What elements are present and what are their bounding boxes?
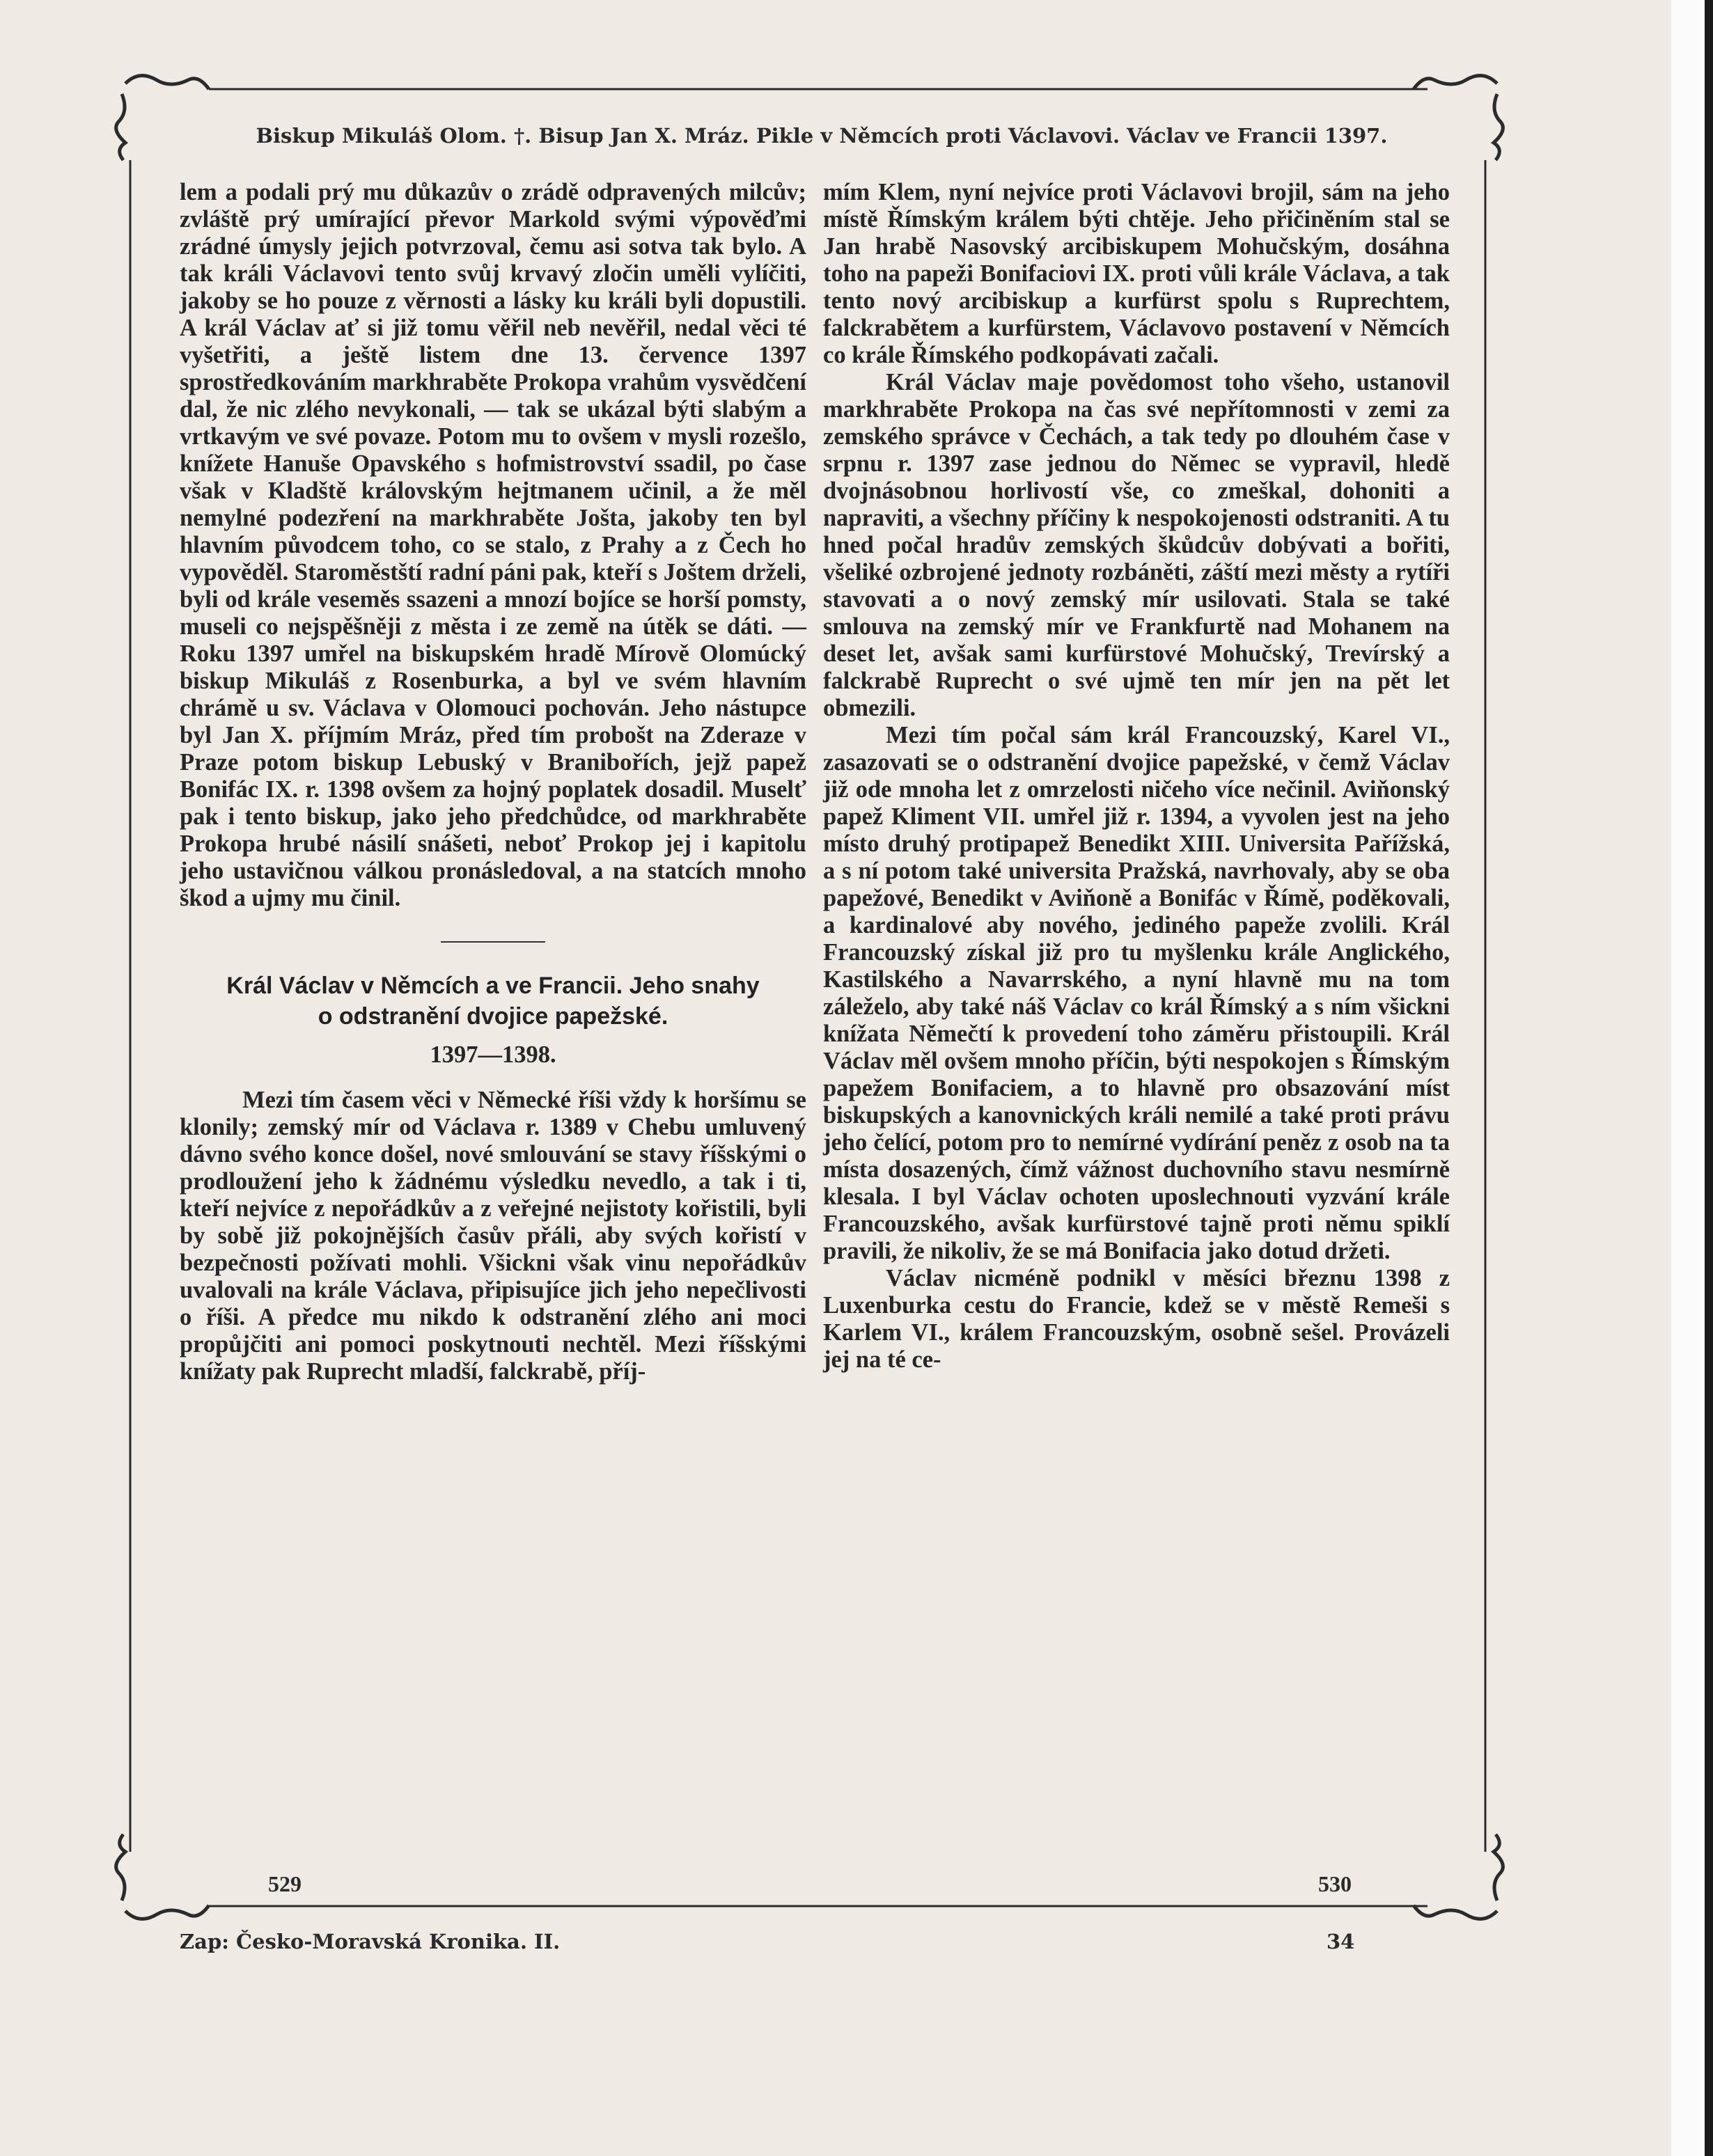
section-years: 1397—1398. xyxy=(430,1041,556,1068)
section-title-line-2: o odstranění dvojice papežské. xyxy=(318,1003,668,1030)
page-number-right: 530 xyxy=(1318,1871,1352,1896)
right-paragraph-1: mím Klem, nyní nejvíce proti Václavovi brojil, sám na jeho místě Římským králem býti chtěje. Jeho přičiněním stal se Jan hrabě Nasovský arcibiskupem Mohučským, dosáhna toho na papeži Bonifaciovi IX. proti vůli krále Václava, a tak tento nový arcibiskup a kurfürst spolu s Ruprechtem, falckrabětem a kurfürstem, Václavovo postavení v Němcích co krále Římského podkopávati začali. xyxy=(823,179,1450,368)
right-paragraph-4: Václav nicméně podnikl v měsíci březnu 1398 z Luxenburka cestu do Francie, kdež se v městě Remeši s Karlem VI., králem Francouzským, osobně sešel. Provázeli jej na té ce- xyxy=(823,1265,1450,1373)
footer-sheet-number: 34 xyxy=(1327,1930,1355,1953)
right-column xyxy=(823,179,1450,1374)
page-number-left: 529 xyxy=(268,1871,302,1896)
running-header: Biskup Mikuláš Olom. †. Bisup Jan X. Mráz. Pikle v Němcích proti Václavovi. Václav ve Francii 1397. xyxy=(256,124,1388,148)
footer-signature: Zap: Česko-Moravská Kronika. II. xyxy=(180,1930,561,1953)
section-divider xyxy=(441,941,545,943)
scan-edge xyxy=(1705,0,1713,2156)
right-paragraph-2: Král Václav maje povědomost toho všeho, ustanovil markhraběte Prokopa na čas své nepřítomnosti v zemi za zemského správce v Čechách, a tak tedy po dlouhém čase v srpnu r. 1397 zase jednou do Němec se vypravil, hledě dvojnásobnou horlivostí vše, co zmeškal, dohoniti a napraviti, a všechny příčiny k nespokojenosti odstraniti. A tu hned počal hradův zemských škůdcův dobývati a bořiti, všeliké ozbrojené jednoty rozbáněti, záští mezi městy a rytíři stavovati a o nový zemský mír usilovati. Stala se také smlouva na zemský mír ve Frankfurtě nad Mohanem na deset let, avšak sami kurfürstové Mohučský, Trevírský a falckrabě Ruprecht o své ujmě ten mír jen na pět let obmezili. xyxy=(823,369,1450,721)
section-title-line-1: Král Václav v Němcích a ve Francii. Jeho snahy xyxy=(226,973,760,999)
left-paragraph-1: lem a podali prý mu důkazův o zrádě odpravených milcův; zvláště prý umírající převor Markold svými výpověďmi zrádné úmysly jejich potvrzoval, čemu asi sotva tak bylo. A tak králi Václavovi tento svůj krvavý zločin uměli vylíčiti, jakoby se ho pouze z věrnosti a lásky ku králi byli dopustili. A král Václav ať si již tomu věřil neb nevěřil, nedal věci té vyšetřiti, a ještě listem dne 13. července 1397 sprostředkováním markhraběte Prokopa vrahům vysvědčení dal, že nic zlého nevykonali, — tak se ukázal býti slabým a vrtkavým ve své povaze. Potom mu to ovšem v mysli rozešlo, knížete Hanuše Opavského s hofmistrovství ssadil, po čase však v Kladště královským hejtmanem učinil, a že měl nemylné podezření na markhraběte Jošta, jakoby ten byl hlavním původcem toho, co se stalo, z Prahy a z Čech ho vypověděl. Staroměstští radní páni pak, kteří s Joštem drželi, byli od krále veseměs ssazeni a mnozí bojíce se horší pomsty, museli co nejspěšněji z města i ze země na útěk se dáti. — Roku 1397 umřel na biskupském hradě Mírově Olomúcký biskup Mikuláš z Rosenburka, a byl ve svém hlavním chrámě u sv. Václava v Olomouci pochován. Jeho nástupce byl Jan X. příjmím Mráz, před tím probošt na Zderaze v Praze potom biskup Lebuský v Branibořích, jejž papež Bonifác IX. r. 1398 ovšem za hojný poplatek dosadil. Muselť pak i tento biskup, jako jeho předchůdce, od markhraběte Prokopa hrubé násilí snášeti, neboť Prokop jej i kapitolu jeho ustavičnou válkou pronásledoval, a na statcích mnoho škod a ujmy mu činil. xyxy=(180,179,806,911)
section-title xyxy=(180,970,806,1032)
right-paragraph-3: Mezi tím počal sám král Francouzský, Karel VI., zasazovati se o odstranění dvojice papežské, v čemž Václav již ode mnoha let z omrzelosti ničeho více nečinil. Aviňonský papež Kliment VII. umřel již r. 1394, a vyvolen jest na jeho místo druhý protipapež Benedikt XIII. Universita Pařížská, a s ní potom také universita Pražská, navrhovaly, aby se oba papežové, Benedikt v Aviňoně a Bonifác v Římě, poděkovali, a kardinalové aby nového, jediného papeže zvolili. Král Francouzský získal již pro tu myšlenku krále Anglického, Kastilského a Navarrského, a nyní hlavně mu na tom záleželo, aby také náš Václav co král Římský a s ním všickni knížata Němečtí k provedení toho záměru přistoupili. Král Václav měl ovšem mnoho příčin, býti nespokojen s Římským papežem Bonifaciem, a to hlavně pro obsazování míst biskupských a kanovnických králi nemilé a také proti právu jeho čelící, potom pro to nemírné vydírání peněz z osob na ta místa dosazených, čímž vážnost duchovního stavu nesmírně klesala. I byl Václav ochoten uposlechnouti vyzvání krále Francouzského, avšak kurfürstové tajně proti němu spiklí pravili, že nikoliv, že se má Bonifacia jako dotud držeti. xyxy=(823,722,1450,1264)
left-column xyxy=(180,179,806,1385)
left-paragraph-2: Mezi tím časem věci v Německé říši vždy k horšímu se klonily; zemský mír od Václava r. 1389 v Chebu umluvený dávno svého konce došel, nové smlouvání se stavy říšskými o prodloužení jeho k žádnému výsledku nevedlo, a tak i ti, kteří nejvíce z nepořádkův a z veřejné nejistoty kořistili, byli by sobě již pokojnějších časův přáli, aby svých kořistí v bezpečnosti požívati mohli. Všickni však vinu nepořádkův uvalovali na krále Václava, připisujíce jich jeho nepečlivosti o říši. A předce mu nikdo k odstranění zlého ani moci propůjčiti ani pomoci poskytnouti nechtěl. Mezi říšskými knížaty pak Ruprecht mladší, falckrabě, příj- xyxy=(180,1087,806,1385)
